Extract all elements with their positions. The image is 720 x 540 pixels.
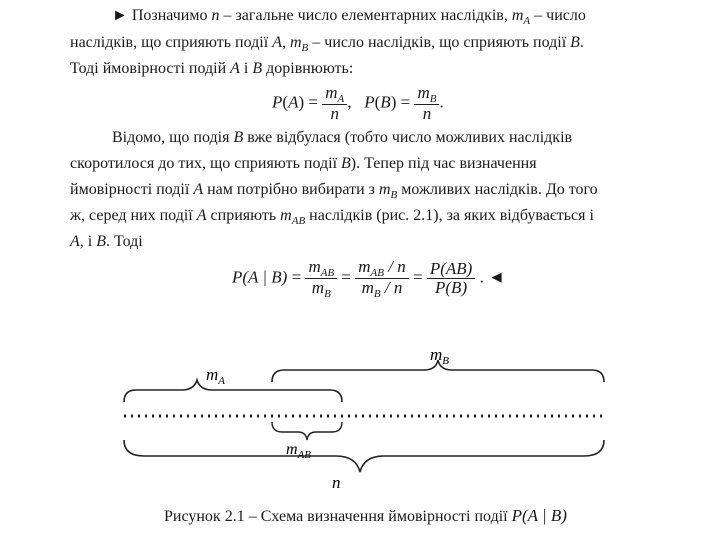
math-sub: AB [291,215,306,227]
math-m: m [358,257,371,276]
equals-sign: = [400,92,411,112]
math-P: P [272,92,283,112]
para1-line1 [112,6,586,27]
math-A: A [272,34,282,51]
para2-line3 [70,180,598,201]
text: дорівнюють: [266,60,354,77]
bullet-marker: ► [112,7,128,24]
math-m: m [511,7,524,24]
text: ж, серед них події [70,207,193,224]
math-m: m [308,257,321,276]
math-m: m [289,34,302,51]
math-A: A [70,233,80,250]
text: можливих наслідків. До того [401,181,598,198]
caption-expr: P(A | B) [511,506,567,525]
brace-mA [124,380,342,402]
math-m: m [311,278,325,297]
math-B: B [570,34,580,51]
punct: . [439,92,444,112]
math-m: m [378,181,391,198]
para2-line1 [112,128,572,148]
math-A: A [230,60,240,77]
math-sub: B [373,288,381,300]
text: наслідків (рис. 2.1), за яких відбувається і [309,207,594,224]
math-m: m [280,207,292,224]
label-mA: $m_A$ [206,365,226,387]
math-sub: A [337,93,345,105]
figure-diagram [0,330,720,500]
brace-n [124,440,604,472]
math-n: n [330,104,339,123]
math-P-AB: P(AB) [427,260,475,279]
fraction-PAB-over-PB [427,260,475,297]
math-P-A-given-B: P(A | B) [232,267,288,287]
equals-sign: = [341,267,352,287]
label-mAB: $m_{AB}$ [286,441,312,461]
math-B: B [380,92,391,112]
fraction-mAB-n-over-mB-n [355,258,408,299]
math-n: n [422,104,432,123]
math-over-n: / n [388,257,406,276]
math-P: P [364,92,375,112]
label-mB: $m_B$ [430,345,450,367]
text: Відомо, що подія [112,129,230,146]
fraction-mB-over-n [414,84,439,123]
math-sub: AB [370,267,384,279]
text: . Тоді [106,233,143,250]
para2-line2 [70,154,537,174]
equals-sign: = [412,267,423,287]
math-B: B [252,60,263,77]
math-over-n: / n [384,278,403,297]
text: скоротилося до тих, що сприяють події [70,155,338,172]
para2-line4 [70,206,594,227]
formula-conditional [232,258,505,299]
para1-line2 [70,33,584,54]
caption-text: Рисунок 2.1 – Схема визначення ймовірності події [164,508,508,525]
math-A: A [196,207,207,224]
math-m: m [325,83,338,102]
math-A: A [193,181,204,198]
math-sub: B [390,189,398,201]
text: і [243,60,249,77]
math-sub: B [429,93,437,105]
math-m: m [361,278,374,297]
text: вже відбулася (тобто число можливих наслідків [247,129,573,146]
label-n: n [332,473,341,492]
text: , і [79,233,93,250]
text: Позначимо [131,7,208,24]
math-sub: A [523,15,531,27]
text: Тоді ймовірності подій [70,60,227,77]
equals-sign: = [308,92,318,112]
math-n: n [211,7,220,24]
math-A: A [288,92,299,112]
equals-sign: = [291,267,302,287]
text: ймовірності події [70,181,190,198]
figure-caption [164,506,567,526]
math-B: B [233,129,244,146]
punct: . [579,34,584,51]
text: – число [534,7,586,24]
fraction-mAB-over-mB [305,258,337,299]
text: наслідків, що сприяють події [70,34,269,51]
end-marker: . ◄ [479,267,505,287]
math-B: B [341,155,351,172]
brace-mAB [272,422,342,440]
text: – загальне число елементарних наслідків, [223,7,508,24]
para2-line5 [70,232,143,252]
text: – число наслідків, що сприяють події [312,34,567,51]
math-P-B: P(B) [435,278,468,297]
math-B: B [96,233,107,250]
math-m: m [417,83,430,102]
text: сприяють [210,207,277,224]
punct: , [281,34,286,51]
punct: , [347,92,352,112]
math-sub: AB [320,267,335,279]
math-sub: B [301,42,309,54]
formula-probabilities: P(A) = $\frac{m_A}{n}$ , P(B) = $\frac{m_B}{n}$ . [272,83,444,123]
fraction-mA-over-n [322,84,347,123]
para1-line3 [70,59,353,79]
text: нам потрібно вибирати з [207,181,375,198]
math-sub: B [324,288,331,300]
text: ). Тепер під час визначення [350,155,537,172]
